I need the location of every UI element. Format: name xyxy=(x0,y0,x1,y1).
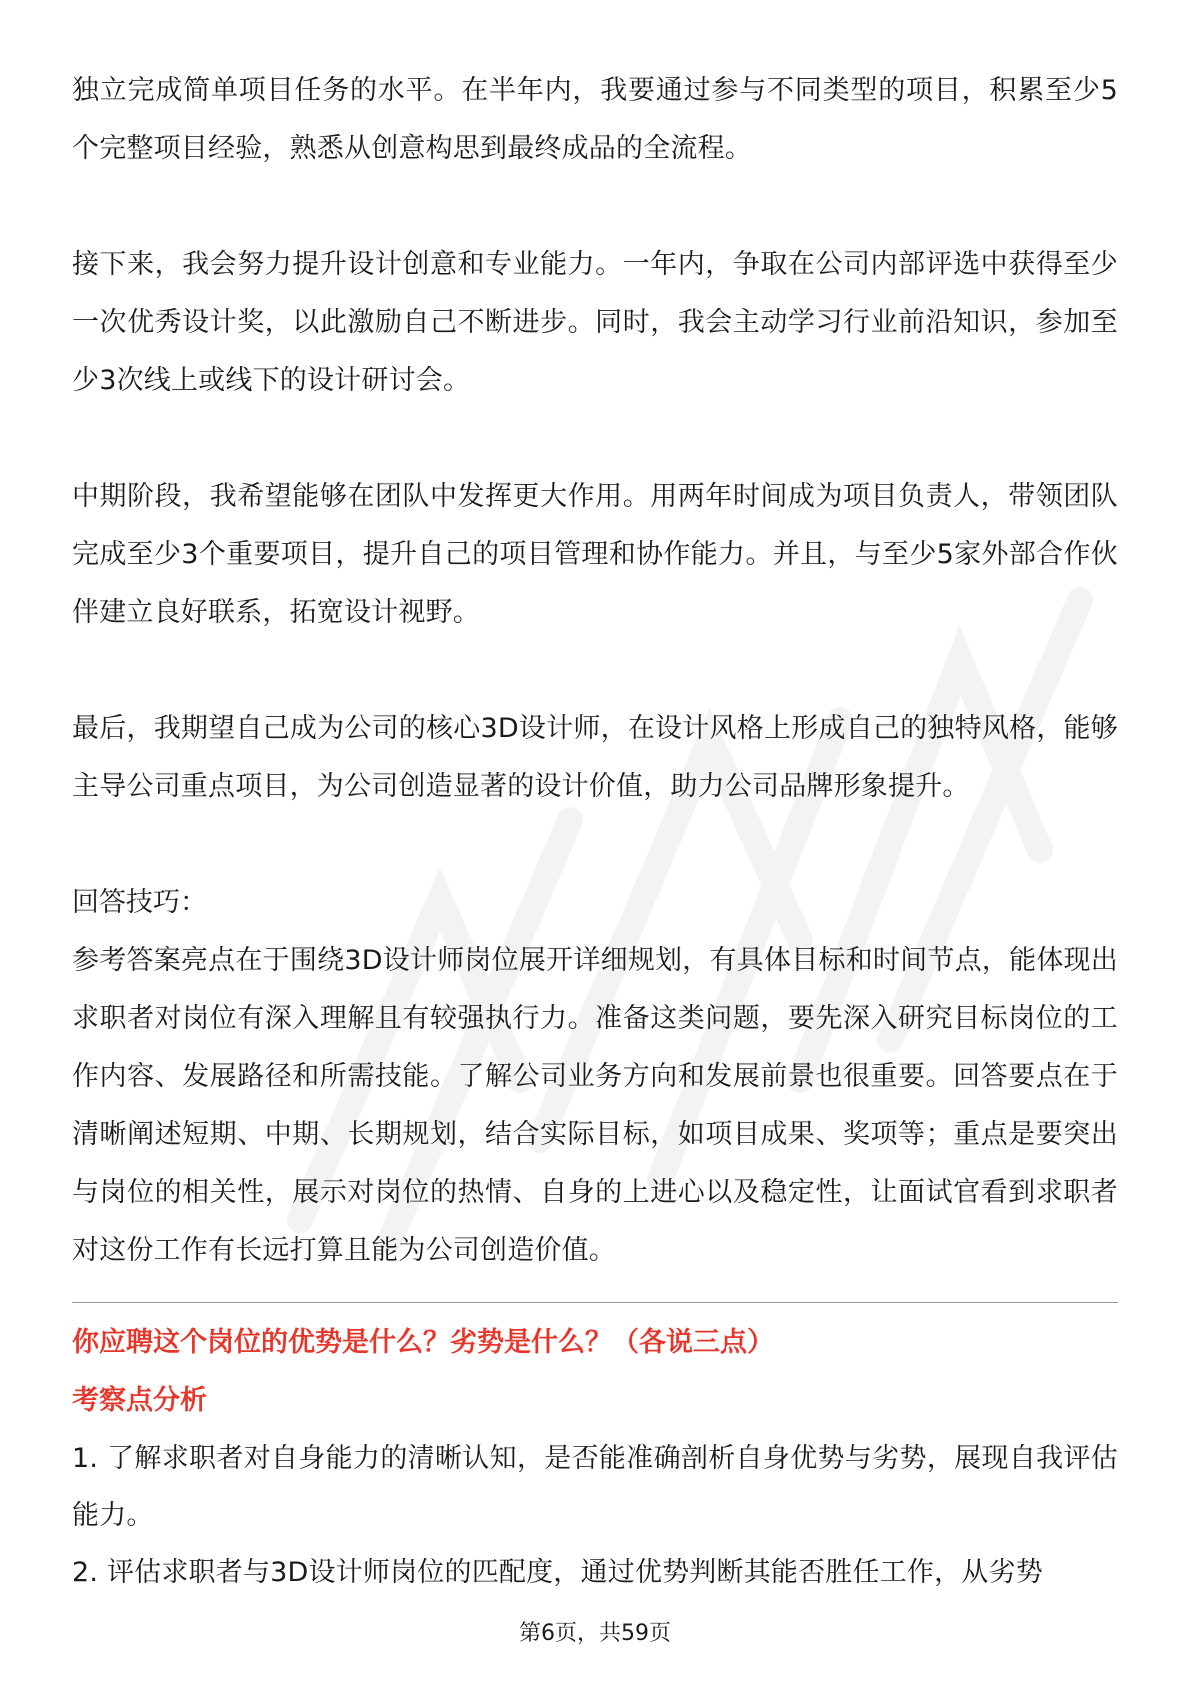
paragraph-short-term: 独立完成简单项目任务的水平。在半年内，我要通过参与不同类型的项目，积累至少5个完整项目经验，熟悉从创意构思到最终成品的全流程。 xyxy=(72,75,1118,164)
page-number: 第6页，共59页 xyxy=(519,1621,671,1646)
analysis-list xyxy=(72,1430,1118,1601)
tips-title: 回答技巧： xyxy=(72,887,207,918)
analysis-point-1: 1. 了解求职者对自身能力的清晰认知，是否能准确剖析自身优势与劣势，展现自我评估能力。 xyxy=(72,1443,1118,1531)
paragraph-long-term: 最后，我期望自己成为公司的核心3D设计师，在设计风格上形成自己的独特风格，能够主导公司重点项目，为公司创造显著的设计价值，助力公司品牌形象提升。 xyxy=(72,713,1118,802)
paragraph-one-year: 接下来，我会努力提升设计创意和专业能力。一年内，争取在公司内部评选中获得至少一次优秀设计奖，以此激励自己不断进步。同时，我会主动学习行业前沿知识，参加至少3次线上或线下的设计研讨会。 xyxy=(72,249,1118,396)
section-divider xyxy=(72,1302,1118,1303)
tips-body: 参考答案亮点在于围绕3D设计师岗位展开详细规划，有具体目标和时间节点，能体现出求职者对岗位有深入理解且有较强执行力。准备这类问题，要先深入研究目标岗位的工作内容、发展路径和所需技能。了解公司业务方向和发展前景也很重要。回答要点在于清晰阐述短期、中期、长期规划，结合实际目标，如项目成果、奖项等；重点是要突出与岗位的相关性，展示对岗位的热情、自身的上进心以及稳定性，让面试官看到求职者对这份工作有长远打算且能为公司创造价值。 xyxy=(72,945,1118,1266)
paragraph-mid-term: 中期阶段，我希望能够在团队中发挥更大作用。用两年时间成为项目负责人，带领团队完成至少3个重要项目，提升自己的项目管理和协作能力。并且，与至少5家外部合作伙伴建立良好联系，拓宽设计视野。 xyxy=(72,481,1118,628)
analysis-heading: 考察点分析 xyxy=(72,1385,207,1416)
document-body xyxy=(72,62,1118,1280)
analysis-point-2: 2. 评估求职者与3D设计师岗位的匹配度，通过优势判断其能否胜任工作，从劣势 xyxy=(72,1557,1043,1588)
question-title: 你应聘这个岗位的优势是什么？劣势是什么？（各说三点） xyxy=(72,1327,774,1358)
